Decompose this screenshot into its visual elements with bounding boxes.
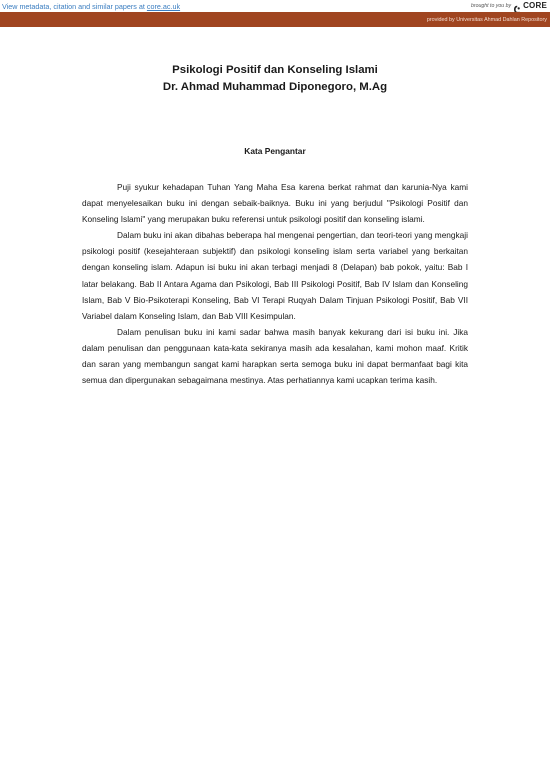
core-topbar [0,0,550,12]
body-text [82,179,468,388]
metadata-link-text: View metadata, citation and similar papers at [2,2,145,11]
metadata-link[interactable] [2,2,180,11]
provided-by-link[interactable]: provided by Universitas Ahmad Dahlan Repository [426,17,547,23]
metadata-site-link[interactable]: core.ac.uk [146,2,181,11]
core-brand-name: CORE [523,1,547,10]
section-heading: Kata Pengantar [244,146,306,156]
page-content [82,62,468,388]
core-brand[interactable] [471,1,547,10]
core-logo-icon [513,1,521,10]
core-provider-band [0,12,550,27]
brought-to-you-label: brought to you by [470,2,512,9]
paragraph-2: Dalam buku ini akan dibahas beberapa hal mengenai pengertian, dan teori-teori yang mengkaji psikologi positif (kesejahteraan subjektif) dan psikologi konseling islam serta variabel yang berkaitan dengan konseling islam. Adapun isi buku ini akan terbagi menjadi 8 (Delapan) bab pokok, yaitu: Bab I latar belakang. Bab II Antara Agama dan Psikologi, Bab III Psikologi Positif, Bab IV Islam dan Konseling Islam, Bab V Bio-Psikoterapi Konseling, Bab VI Terapi Ruqyah Dalam Tinjuan Psikologi Positif, Bab VII Variabel dalam Konseling Islam, dan Bab VIII Kesimpulan. [82,230,468,321]
document-title: Psikologi Positif dan Konseling Islami [172,64,378,76]
paragraph-3: Dalam penulisan buku ini kami sadar bahwa masih banyak kekurang dari isi buku ini. Jika dalam penulisan dan penggunaan kata-kata sekiranya masih ada kesalahan, kami mohon maaf. Kritik dan saran yang membangun sangat kami harapkan serta semoga buku ini dapat bermanfaat bagi kita semua dan dipergunakan sebagaimana mestinya. Atas perhatiannya kami ucapkan terima kasih. [82,326,468,386]
document-author: Dr. Ahmad Muhammad Diponegoro, M.Ag [162,81,388,93]
paragraph-1: Puji syukur kehadapan Tuhan Yang Maha Esa karena berkat rahmat dan karunia-Nya kami dapat menyelesaikan buku ini dengan sebaik-baiknya. Buku ini yang berjudul "Psikologi Positif dan Konseling Islami" yang merupakan buku referensi untuk psikologi positif dan konseling islami. [82,182,468,225]
